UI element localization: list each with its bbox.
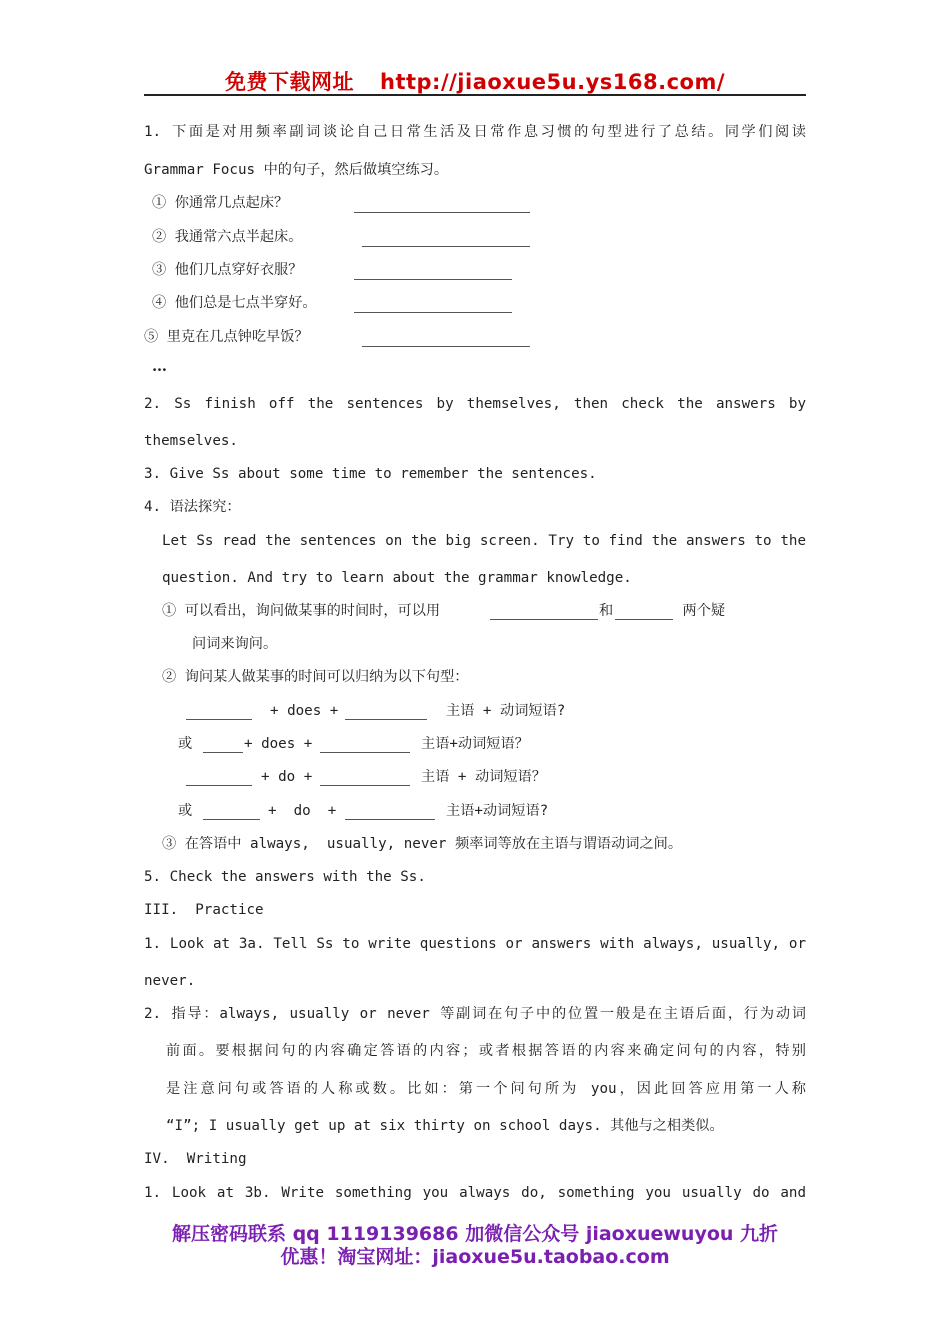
practice2-line4: “I”; I usually get up at six thirty on school days. 其他与之相类似。: [166, 1118, 724, 1134]
q5-text: ⑤ 里克在几点钟吃早饭？: [144, 329, 309, 345]
q1-blank[interactable]: [354, 198, 530, 213]
pattern4-blank1[interactable]: [203, 805, 260, 820]
q3-blank[interactable]: [354, 265, 512, 280]
header-rule: [144, 94, 806, 96]
header-url[interactable]: http://jiaoxue5u.ys168.com/: [380, 70, 725, 94]
pattern2-a: + does +: [244, 736, 313, 752]
section3-heading: III. Practice: [144, 902, 264, 918]
s4-item3: ③ 在答语中 always, usually, never 频率词等放在主语与谓语动词之间。: [162, 836, 683, 852]
s4-item1-a: ① 可以看出，询问做某事的时间时，可以用: [162, 603, 441, 619]
pattern4-b: 主语+动词短语?: [446, 803, 549, 819]
s4-line2: question. And try to learn about the grammar knowledge.: [162, 570, 632, 586]
s3-line: 3. Give Ss about some time to remember the sentences.: [144, 466, 597, 482]
pattern4-a: + do +: [268, 803, 337, 819]
s4-item1-b: 和: [599, 603, 614, 619]
ellipsis: …: [152, 357, 167, 375]
header-title: 免费下载网址: [225, 70, 354, 94]
practice1-line2: never.: [144, 973, 196, 989]
s4-item2: ② 询问某人做某事的时间可以归纳为以下句型：: [162, 669, 469, 685]
q3-text: ③ 他们几点穿好衣服？: [152, 262, 303, 278]
s4-item1-blank1[interactable]: [490, 605, 598, 620]
s5-line: 5. Check the answers with the Ss.: [144, 869, 426, 885]
section4-heading: IV. Writing: [144, 1151, 247, 1167]
q5-blank[interactable]: [362, 332, 530, 347]
q2-blank[interactable]: [362, 232, 530, 247]
page-header: [0, 66, 950, 96]
pattern1-b: 主语 + 动词短语?: [446, 703, 566, 719]
s4-item1-c: 两个疑: [674, 603, 726, 619]
q2-text: ② 我通常六点半起床。: [152, 229, 303, 245]
pattern3-b: 主语 + 动词短语？: [421, 769, 546, 785]
pattern4-or: 或: [178, 803, 193, 819]
pattern3-blank1[interactable]: [186, 771, 252, 786]
pattern4-blank2[interactable]: [345, 805, 435, 820]
practice2-line3: 是注意问句或答语的人称或数。比如：第一个问句所为 you，因此回答应用第一人称: [166, 1081, 806, 1097]
pattern2-or: 或: [178, 736, 193, 752]
s2-line1: 2. Ss finish off the sentences by themselves, then check the answers by: [144, 396, 806, 412]
q4-blank[interactable]: [354, 298, 512, 313]
s1-line1: 1. 下面是对用频率副词谈论自己日常生活及日常作息习惯的句型进行了总结。同学们阅读: [144, 124, 806, 140]
writing1-line1: 1. Look at 3b. Write something you always do, something you usually do and: [144, 1185, 806, 1201]
s4-item1-blank2[interactable]: [615, 605, 673, 620]
q4-text: ④ 他们总是七点半穿好。: [152, 295, 317, 311]
s1-line2: Grammar Focus 中的句子，然后做填空练习。: [144, 162, 449, 178]
practice2-line2: 前面。要根据问句的内容确定答语的内容；或者根据答语的内容来确定问句的内容，特别: [166, 1043, 806, 1059]
s4-title: 4. 语法探究：: [144, 499, 241, 515]
s4-line1: Let Ss read the sentences on the big screen. Try to find the answers to the: [162, 533, 806, 549]
pattern2-blank1[interactable]: [203, 738, 243, 753]
practice1-line1: 1. Look at 3a. Tell Ss to write questions or answers with always, usually, or: [144, 936, 806, 952]
s2-line2: themselves.: [144, 433, 238, 449]
pattern1-blank2[interactable]: [345, 705, 427, 720]
pattern2-blank2[interactable]: [320, 738, 410, 753]
pattern3-a: + do +: [261, 769, 313, 785]
pattern3-blank2[interactable]: [320, 771, 410, 786]
q1-text: ① 你通常几点起床？: [152, 195, 289, 211]
pattern1-blank1[interactable]: [186, 705, 252, 720]
pattern2-b: 主语+动词短语？: [421, 736, 529, 752]
footer-line2: 优惠！淘宝网址：jiaoxue5u.taobao.com: [280, 1246, 670, 1268]
footer-line1: 解压密码联系 qq 1119139686 加微信公众号 jiaoxuewuyou 九折: [171, 1223, 779, 1245]
practice2-line1: 2. 指导：always, usually or never 等副词在句子中的位置一般是在主语后面，行为动词: [144, 1006, 806, 1022]
s4-item1-d: 问词来询问。: [192, 636, 278, 652]
pattern1-a: + does +: [270, 703, 339, 719]
